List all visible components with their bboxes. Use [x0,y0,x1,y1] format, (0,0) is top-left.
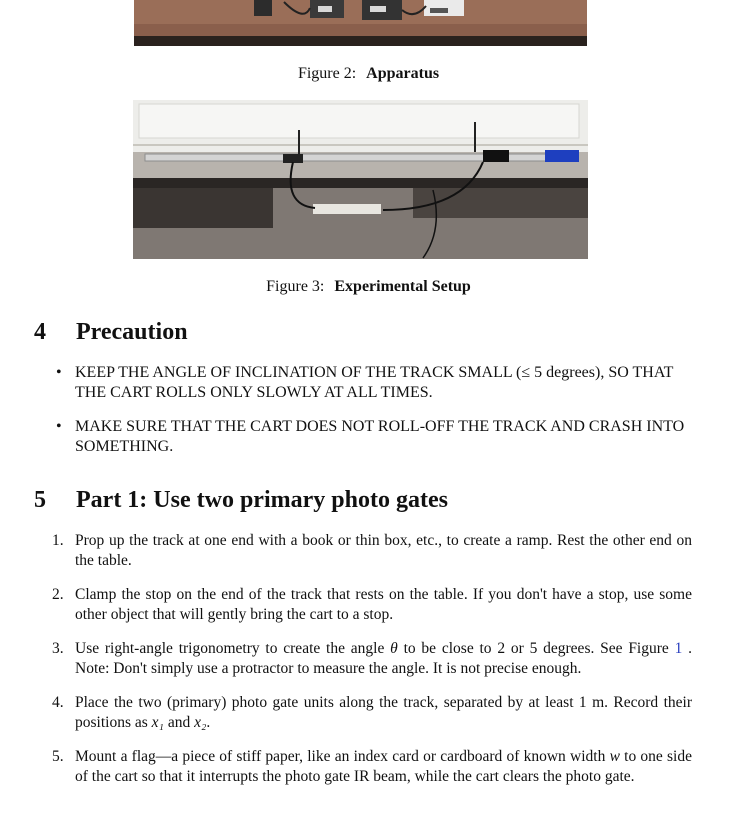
figure-2-caption [0,65,737,83]
bullet-text: MAKE SURE THAT THE CART DOES NOT ROLL-OFF THE TRACK AND CRASH INTO SOMETHING. [75,418,685,455]
list-item [52,585,692,625]
x2-symbol: x₂ [194,714,207,731]
theta-symbol: θ [390,640,398,657]
step-text-part: to be close to 2 or 5 degrees. See Figure [397,640,675,657]
step-text-part: . Note: Don't simply use a protractor to measure the angle. It is not precise enough. [75,640,692,677]
step-number: 4. [52,694,64,711]
step-text [75,748,692,785]
figure-3-title: Experimental Setup [334,278,471,295]
step-text-part: to one side of the cart so that it interrupts the photo gate IR beam, while the cart clears the photo gate. [75,748,692,785]
step-number: 5. [52,748,64,765]
section-5-title: Part 1: Use two primary photo gates [76,487,448,513]
step-text-part: Mount a flag—a piece of stiff paper, like an index card or cardboard of known width [75,748,610,765]
figure-3-label: Figure 3: [266,278,325,295]
list-item [56,417,706,457]
bullet-icon: • [56,364,62,381]
step-number: 2. [52,586,64,603]
section-5-heading [34,487,448,514]
figure-3-image [133,100,588,259]
figure-2-title: Apparatus [366,65,440,82]
step-text: Prop up the track at one end with a book or thin box, etc., to create a ramp. Rest the other end on the table. [75,532,692,569]
step-text [75,694,692,731]
bullet-text: KEEP THE ANGLE OF INCLINATION OF THE TRACK SMALL (≤ 5 degrees), SO THAT THE CART ROLLS ONLY SLOWLY AT ALL TIMES. [75,364,674,401]
x1-symbol: x₁ [151,714,164,731]
step-number: 3. [52,640,64,657]
step-text-part: . [206,714,211,731]
section-5-number: 5 [34,487,46,513]
list-item [52,747,692,787]
step-text-part: and [163,714,195,731]
w-symbol: w [609,748,620,765]
section-4-number: 4 [34,319,46,345]
list-item [52,693,692,733]
figure-1-link[interactable]: 1 [674,640,683,657]
step-text [75,640,692,677]
figure-2-label: Figure 2: [297,65,357,82]
procedure-list [52,531,692,801]
list-item [56,363,706,403]
bullet-icon: • [56,418,62,435]
section-4-heading [34,319,188,346]
step-text: Clamp the stop on the end of the track that rests on the table. If you don't have a stop, use some other object that will gently bring the cart to a stop. [75,586,692,623]
step-number: 1. [52,532,64,549]
precaution-list [56,363,706,471]
list-item [52,531,692,571]
step-text-part: Place the two (primary) photo gate units along the track, separated by at least 1 m. Record their positions as [75,694,692,731]
figure-3-caption [0,278,737,296]
section-4-title: Precaution [76,319,188,345]
figure-2-image [134,0,587,46]
step-text-part: Use right-angle trigonometry to create the angle [75,640,391,657]
list-item [52,639,692,679]
